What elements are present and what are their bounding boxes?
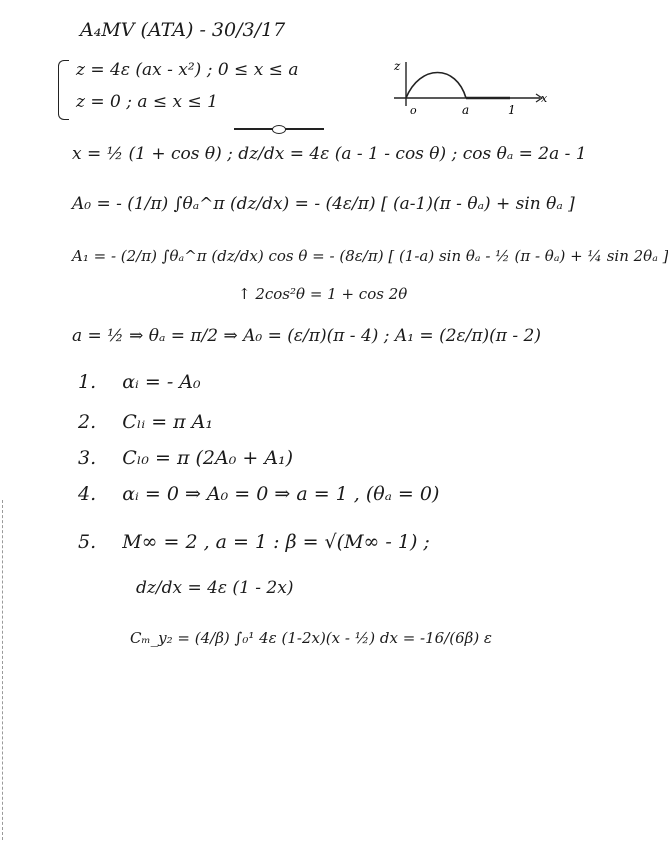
- list-item: [78, 372, 201, 392]
- item-number: 5.: [78, 531, 97, 553]
- camber-curve: [406, 73, 466, 99]
- a1-equation: A₁ = - (2/π) ∫θₐ^π (dz/dx) cos θ = - (8ε/π) [ (1-a) sin θₐ - ½ (π - θₐ) + ¼ sin 2θₐ ]: [72, 247, 668, 265]
- a0-equation: A₀ = - (1/π) ∫θₐ^π (dz/dx) = - (4ε/π) [ (a-1)(π - θₐ) + sin θₐ ]: [72, 194, 575, 214]
- item-text: Cₗ₀ = π (2A₀ + A₁): [122, 447, 294, 469]
- item5-integral: Cₘ_y₂ = (4/β) ∫₀¹ 4ε (1-2x)(x - ½) dx = -16/(6β) ε: [130, 629, 492, 647]
- graph-one-label: 1: [508, 103, 516, 117]
- item-text: αᵢ = 0 ⇒ A₀ = 0 ⇒ a = 1 , (θₐ = 0): [122, 483, 440, 505]
- item-text: αᵢ = - A₀: [122, 371, 201, 393]
- graph-a-label: a: [462, 103, 470, 117]
- graph-z-label: z: [394, 59, 401, 73]
- list-item: [78, 484, 439, 504]
- graph-x-label: x: [541, 92, 548, 105]
- item-number: 4.: [78, 483, 97, 505]
- special-case-line: a = ½ ⇒ θₐ = π/2 ⇒ A₀ = (ε/π)(π - 4) ; A₁ = (2ε/π)(π - 2): [72, 326, 541, 346]
- item-number: 1.: [78, 371, 97, 393]
- camber-line-sketch: [390, 58, 550, 120]
- definition-row-2: z = 0 ; a ≤ x ≤ 1: [76, 92, 219, 112]
- separator-mark: [234, 128, 324, 130]
- piecewise-brace: [58, 60, 69, 120]
- item-text: Cₗᵢ = π A₁: [122, 411, 214, 433]
- item-number: 3.: [78, 447, 97, 469]
- header-line: A₄MV (ATA) - 30/3/17: [80, 19, 286, 41]
- identity-note: ↑ 2cos²θ = 1 + cos 2θ: [238, 285, 408, 303]
- list-item: [78, 448, 293, 468]
- item-number: 2.: [78, 411, 97, 433]
- graph-o-label: o: [410, 104, 417, 117]
- scan-edge-line: [2, 500, 3, 840]
- substitution-line: x = ½ (1 + cos θ) ; dz/dx = 4ε (a - 1 - cos θ) ; cos θₐ = 2a - 1: [72, 144, 587, 164]
- definition-row-1: z = 4ε (ax - x²) ; 0 ≤ x ≤ a: [76, 60, 299, 80]
- item5-derivative: dz/dx = 4ε (1 - 2x): [136, 578, 294, 598]
- list-item: [78, 532, 430, 552]
- item-text: M∞ = 2 , a = 1 : β = √(M∞ - 1) ;: [122, 531, 430, 553]
- list-item: [78, 412, 213, 432]
